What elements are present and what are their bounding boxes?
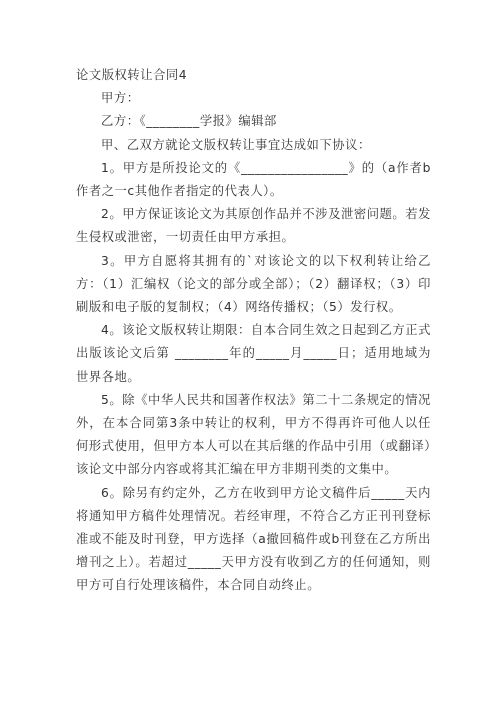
clause-2: 2。甲方保证该论文为其原创作品并不涉及泄密问题。若发生侵权或泄密，一切责任由甲方承担。	[76, 207, 431, 245]
party-a-line: 甲方：	[101, 91, 140, 106]
party-b-line: 乙方：《________学报》编辑部	[101, 114, 277, 129]
clause-3: 3。甲方自愿将其拥有的`对该论文的以下权利转让给乙方：（1）汇编权（论文的部分或全部）；（2）翻译权；（3）印刷版和电子版的复制权；（4）网络传播权；（5）发行权。	[76, 253, 431, 315]
clause-4: 4。该论文版权转让期限：自本合同生效之日起到乙方正式出版该论文后第 ________年的_____月_____日；适用地域为世界各地。	[76, 323, 431, 384]
clause-1: 1。甲方是所投论文的《________________》的（a作者b作者之一c其他作者指定的代表人）。	[76, 160, 431, 199]
document-title: 论文版权转让合同4	[76, 68, 188, 82]
agreement-intro: 甲、乙双方就论文版权转让事宜达成如下协议：	[101, 137, 371, 152]
clause-6: 6。除另有约定外，乙方在收到甲方论文稿件后_____天内将通知甲方稿件处理情况。若经审理，不符合乙方正刊刊登标准或不能及时刊登，甲方选择（a撤回稿件或b刊登在乙方所出增刊之上）。若超过_____天甲方没有收到乙方的任何通知，则甲方可自行处理该稿件，本合同自动终止。	[76, 485, 431, 593]
contract-body	[76, 64, 431, 598]
clause-5: 5。除《中华人民共和国著作权法》第二十二条规定的情况外，在本合同第3条中转让的权利，甲方不得再许可他人以任何形式使用，但甲方本人可以在其后继的作品中引用（或翻译）该论文中部分内容或将其汇编在甲方非期刊类的文集中。	[76, 392, 431, 477]
